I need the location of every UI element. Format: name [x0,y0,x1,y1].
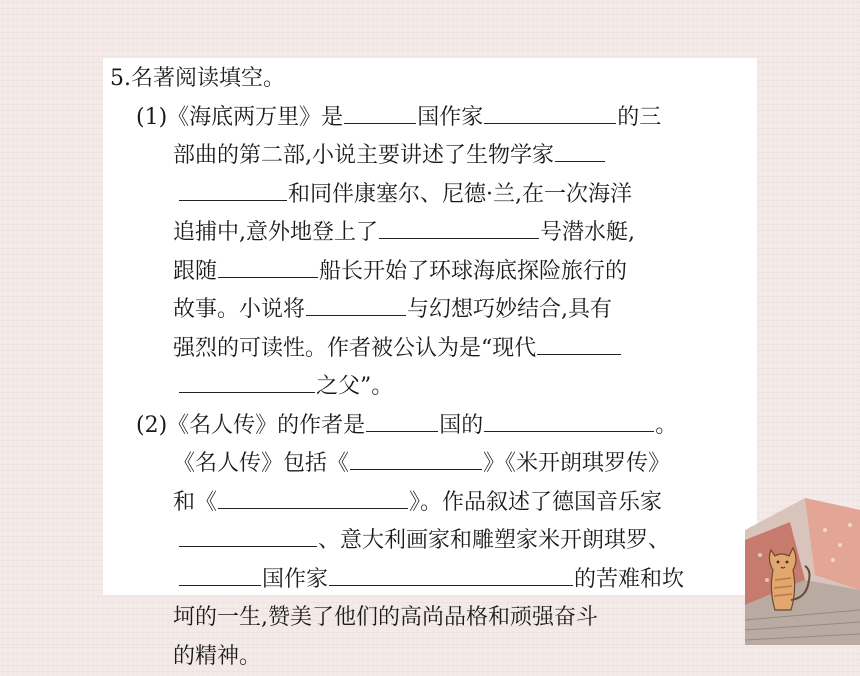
blank-father-a[interactable] [537,330,621,355]
part1-line2: 部曲的第二部,小说主要讲述了生物学家 [110,137,750,176]
blank-father-b[interactable] [179,368,315,393]
blank-biography-1[interactable] [350,445,482,470]
blank-biologist-b[interactable] [179,176,287,201]
question-title: 5.名著阅读填空。 [110,60,750,99]
blank-biologist-a[interactable] [555,137,605,162]
part1-line5: 跟随 船长开始了环球海底探险旅行的 [110,253,750,292]
blank-author[interactable] [484,99,616,124]
part2-label: (2) [136,413,167,438]
part1-line3: 和同伴康塞尔、尼德·兰,在一次海洋 [110,176,750,215]
blank-combine[interactable] [306,291,406,316]
part2-line7: 的精神。 [110,638,750,676]
part2-line3: 和《 》。作品叙述了德国音乐家 [110,484,750,523]
part1-line6: 故事。小说将 与幻想巧妙结合,具有 [110,291,750,330]
part1-label: (1) [136,105,167,130]
blank-author-name[interactable] [484,407,654,432]
part2-line6: 坷的一生,赞美了他们的高尚品格和顽强奋斗 [110,599,750,638]
part1-line8: 之父”。 [110,368,750,407]
blank-biography-3[interactable] [218,484,408,509]
part2-line5: 国作家 的苦难和坎 [110,561,750,600]
part2-line4: 、意大利画家和雕塑家米开朗琪罗、 [110,522,750,561]
part1-line4: 追捕中,意外地登上了 号潜水艇, [110,214,750,253]
blank-writer-country[interactable] [179,561,261,586]
blank-author-country[interactable] [366,407,438,432]
blank-writer-name[interactable] [329,561,573,586]
cat-illustration [745,470,860,645]
blank-country[interactable] [344,99,416,124]
blank-submarine[interactable] [379,214,539,239]
part1-line1: (1)《海底两万里》是 国作家 的三 [110,99,750,138]
question-text [110,60,750,676]
part2-line2: 《名人传》包括《 》《米开朗琪罗传》 [110,445,750,484]
blank-captain[interactable] [218,253,318,278]
blank-musician[interactable] [179,522,317,547]
part2-line1: (2)《名人传》的作者是 国的 。 [110,407,750,446]
part1-line7: 强烈的可读性。作者被公认为是“现代 [110,330,750,369]
